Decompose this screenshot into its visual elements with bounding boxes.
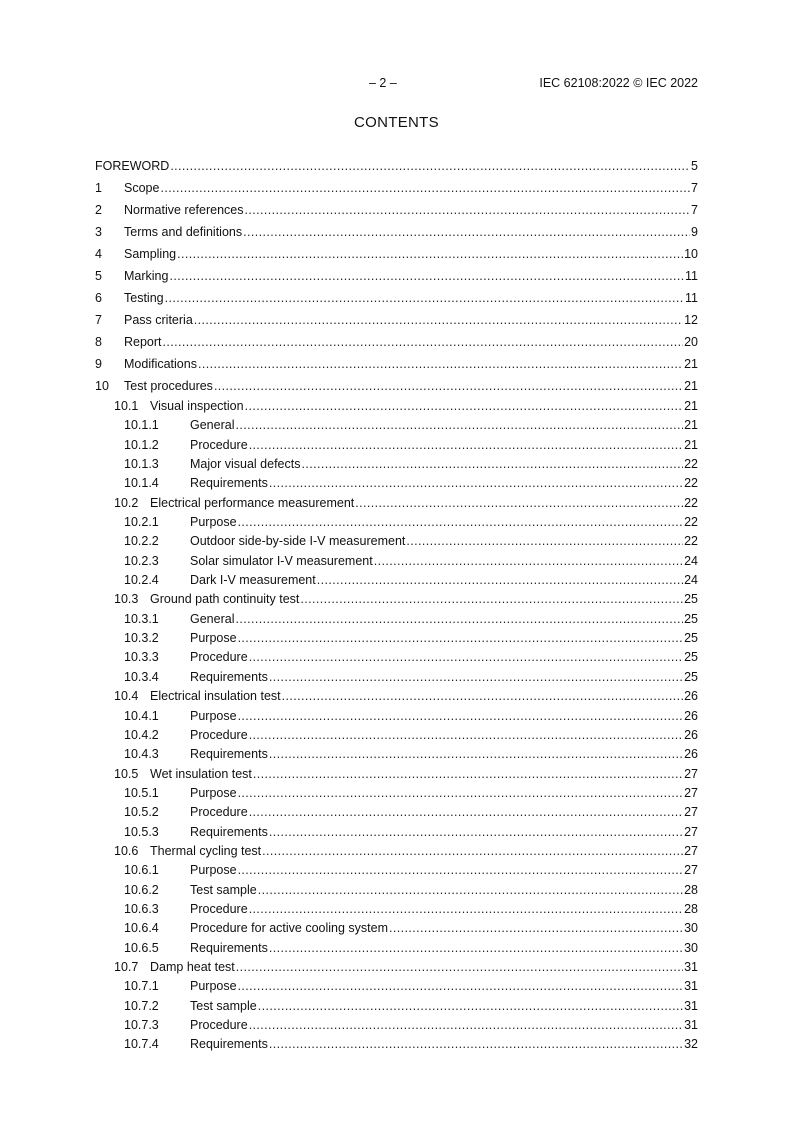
toc-dot-leader [214, 375, 683, 397]
toc-entry-title: Normative references [124, 203, 244, 217]
toc-entry-title: Purpose [190, 785, 237, 800]
toc-entry-page: 22 [684, 457, 698, 472]
toc-entry[interactable] [95, 243, 698, 265]
toc-entry-page: 25 [684, 631, 698, 646]
toc-entry-page: 32 [684, 1037, 698, 1052]
toc-entry-title: Terms and definitions [124, 225, 243, 239]
toc-entry-title: Electrical performance measurement [150, 495, 355, 510]
toc-entry-number: 10.7.2 [124, 998, 159, 1013]
toc-entry-number: 10.1.3 [124, 457, 159, 472]
toc-entry[interactable] [95, 177, 698, 199]
toc-dot-leader [258, 881, 683, 900]
toc-entry-page: 25 [684, 611, 698, 626]
toc-entry-number: 10.6.5 [124, 940, 159, 955]
toc-entry[interactable] [95, 416, 698, 435]
toc-entry[interactable] [95, 199, 698, 221]
toc-entry-number: 10.6.1 [124, 863, 159, 878]
toc-entry-page: 25 [684, 592, 698, 607]
toc-entry-number: 10.4.2 [124, 727, 159, 742]
toc-dot-leader [269, 939, 683, 958]
toc-entry-number: 10.2.2 [124, 534, 159, 549]
toc-entry-title: Requirements [190, 476, 268, 491]
toc-dot-leader [282, 687, 683, 706]
toc-entry[interactable] [95, 331, 698, 353]
toc-entry-number: 10.3.4 [124, 669, 159, 684]
toc-entry-title: Dark I-V measurement [190, 573, 316, 588]
toc-entry[interactable] [95, 823, 698, 842]
toc-entry[interactable] [95, 919, 698, 938]
toc-entry[interactable] [95, 532, 698, 551]
toc-entry-number: 10.7.4 [124, 1037, 159, 1052]
toc-entry-title: Procedure [190, 727, 248, 742]
toc-dot-leader [249, 726, 683, 745]
toc-entry-number: 10.2 [114, 495, 139, 510]
toc-entry-title: Modifications [124, 357, 197, 371]
toc-dot-leader [163, 331, 684, 353]
toc-entry-page: 25 [684, 669, 698, 684]
toc-entry[interactable] [95, 494, 698, 513]
toc-dot-leader [245, 397, 684, 416]
toc-entry-number: 10.7.3 [124, 1018, 159, 1032]
toc-entry-page: 7 [691, 203, 698, 217]
toc-entry-number: 10.4 [114, 689, 139, 704]
toc-entry-page: 24 [684, 553, 698, 568]
toc-entry-page: 27 [684, 824, 698, 839]
toc-entry-page: 31 [684, 1018, 698, 1032]
toc-entry-title: Damp heat test [150, 959, 235, 974]
toc-entry[interactable] [95, 287, 698, 309]
toc-entry-title: General [190, 418, 235, 433]
toc-dot-leader [235, 610, 683, 629]
toc-entry-page: 27 [684, 805, 698, 820]
toc-dot-leader [236, 958, 683, 977]
toc-entry-title: Purpose [190, 863, 237, 878]
toc-dot-leader [243, 221, 690, 243]
toc-entry[interactable] [95, 648, 698, 667]
toc-entry-title: Requirements [190, 1037, 268, 1052]
toc-dot-leader [300, 590, 683, 609]
toc-entry-number: 10.1 [114, 399, 139, 413]
toc-entry[interactable] [95, 900, 698, 919]
toc-entry-number: 10.7 [114, 959, 139, 974]
toc-entry-title: Thermal cycling test [150, 843, 262, 858]
toc-entry-page: 12 [684, 313, 698, 327]
toc-entry-number: 10.1.1 [124, 418, 159, 433]
toc-entry-number: 10.4.3 [124, 747, 159, 762]
toc-entry-page: 22 [684, 534, 698, 549]
toc-entry[interactable] [95, 629, 698, 648]
toc-dot-leader [238, 977, 684, 996]
toc-entry[interactable] [95, 939, 698, 958]
toc-entry-number: 10.3.3 [124, 650, 159, 665]
toc-entry-title: Sampling [124, 247, 177, 261]
toc-entry[interactable] [95, 803, 698, 822]
toc-dot-leader [269, 1035, 683, 1054]
toc-entry[interactable] [95, 455, 698, 474]
toc-entry-number: 10.1.2 [124, 437, 159, 452]
toc-entry-number: 10.5.1 [124, 785, 159, 800]
toc-dot-leader [258, 997, 683, 1016]
toc-entry-number: 10.2.4 [124, 573, 159, 588]
table-of-contents [95, 155, 698, 1055]
toc-entry-page: 26 [684, 747, 698, 762]
toc-entry[interactable] [95, 375, 698, 397]
toc-entry-number: 9 [95, 357, 102, 371]
toc-entry-page: 31 [684, 979, 698, 994]
toc-entry-title: Pass criteria [124, 313, 193, 327]
toc-dot-leader [235, 416, 683, 435]
toc-dot-leader [198, 353, 683, 375]
toc-entry[interactable] [95, 842, 698, 861]
toc-entry-page: 30 [684, 940, 698, 955]
toc-entry-number: 10 [95, 379, 109, 393]
toc-entry-number: 10.6.4 [124, 921, 159, 936]
toc-entry[interactable] [95, 726, 698, 745]
toc-entry-title: Test sample [190, 882, 257, 897]
toc-entry-page: 20 [684, 335, 698, 349]
toc-entry-page: 22 [684, 495, 698, 510]
toc-entry[interactable] [95, 745, 698, 764]
toc-entry-title: FOREWORD [95, 159, 170, 173]
toc-entry-page: 27 [684, 766, 698, 781]
toc-dot-leader [249, 1016, 683, 1035]
toc-entry-page: 27 [684, 863, 698, 878]
toc-entry-page: 30 [684, 921, 698, 936]
toc-entry-page: 28 [684, 901, 698, 916]
toc-dot-leader [177, 243, 683, 265]
toc-entry-number: 10.3.1 [124, 611, 159, 626]
toc-entry[interactable] [95, 668, 698, 687]
toc-entry[interactable] [95, 265, 698, 287]
toc-dot-leader [194, 309, 683, 331]
toc-entry-number: 10.6.3 [124, 901, 159, 916]
toc-entry[interactable] [95, 958, 698, 977]
toc-entry[interactable] [95, 765, 698, 784]
toc-entry-title: Outdoor side-by-side I-V measurement [190, 534, 406, 549]
toc-entry-number: 10.6 [114, 843, 139, 858]
toc-entry-title: Requirements [190, 940, 268, 955]
toc-entry-title: Procedure [190, 805, 248, 820]
toc-entry-number: 10.6.2 [124, 882, 159, 897]
toc-entry[interactable] [95, 590, 698, 609]
toc-entry[interactable] [95, 977, 698, 996]
toc-entry[interactable] [95, 552, 698, 571]
toc-entry-title: Report [124, 335, 162, 349]
toc-entry-page: 9 [691, 225, 698, 239]
toc-entry-page: 7 [691, 181, 698, 195]
toc-entry-number: 1 [95, 181, 102, 195]
toc-entry-title: Purpose [190, 979, 237, 994]
toc-dot-leader [238, 513, 684, 532]
toc-entry-title: Purpose [190, 708, 237, 723]
toc-dot-leader [169, 265, 684, 287]
toc-entry[interactable] [95, 610, 698, 629]
toc-entry-page: 25 [684, 650, 698, 665]
toc-entry-number: 10.7.1 [124, 979, 159, 994]
toc-entry-page: 28 [684, 882, 698, 897]
toc-dot-leader [269, 745, 683, 764]
toc-dot-leader [238, 784, 684, 803]
toc-entry-number: 10.5.3 [124, 824, 159, 839]
toc-entry-title: Procedure [190, 437, 248, 452]
toc-dot-leader [238, 861, 684, 880]
toc-entry-page: 11 [685, 269, 698, 283]
toc-entry-title: Electrical insulation test [150, 689, 281, 704]
toc-entry-page: 27 [684, 843, 698, 858]
toc-dot-leader [160, 177, 690, 199]
page-title: CONTENTS [354, 114, 439, 131]
toc-entry-title: Procedure [190, 650, 248, 665]
toc-entry[interactable] [95, 861, 698, 880]
toc-dot-leader [374, 552, 683, 571]
toc-entry-title: Requirements [190, 824, 268, 839]
toc-entry[interactable] [95, 1016, 698, 1035]
toc-entry-number: 10.5.2 [124, 805, 159, 820]
toc-entry-title: Ground path continuity test [150, 592, 300, 607]
toc-dot-leader [269, 823, 683, 842]
toc-dot-leader [165, 287, 684, 309]
toc-entry-number: 5 [95, 269, 102, 283]
toc-entry[interactable] [95, 687, 698, 706]
toc-entry-number: 3 [95, 225, 102, 239]
toc-dot-leader [238, 707, 684, 726]
toc-entry[interactable] [95, 436, 698, 455]
toc-dot-leader [249, 648, 683, 667]
toc-entry-page: 21 [684, 437, 698, 452]
toc-entry[interactable] [95, 1035, 698, 1054]
toc-entry-title: Procedure [190, 901, 248, 916]
toc-entry-page: 22 [684, 515, 698, 530]
toc-entry[interactable] [95, 155, 698, 177]
toc-dot-leader [355, 494, 683, 513]
toc-dot-leader [249, 436, 683, 455]
toc-entry-title: Test procedures [124, 379, 213, 393]
toc-entry-number: 10.4.1 [124, 708, 159, 723]
toc-entry[interactable] [95, 513, 698, 532]
toc-entry-title: Scope [124, 181, 160, 195]
toc-entry-page: 21 [684, 418, 698, 433]
toc-dot-leader [253, 765, 683, 784]
toc-entry-page: 24 [684, 573, 698, 588]
toc-entry-title: Procedure for active cooling system [190, 921, 389, 936]
toc-entry-page: 26 [684, 708, 698, 723]
toc-entry-title: General [190, 611, 235, 626]
toc-entry-number: 7 [95, 313, 102, 327]
toc-entry-page: 10 [684, 247, 698, 261]
toc-entry-page: 11 [685, 291, 698, 305]
toc-dot-leader [269, 474, 683, 493]
toc-dot-leader [317, 571, 683, 590]
toc-entry-page: 31 [684, 998, 698, 1013]
toc-entry-number: 10.2.3 [124, 553, 159, 568]
toc-entry-title: Testing [124, 291, 164, 305]
toc-entry[interactable] [95, 571, 698, 590]
toc-entry-page: 26 [684, 689, 698, 704]
toc-entry-title: Solar simulator I-V measurement [190, 553, 373, 568]
toc-entry-page: 5 [691, 159, 698, 173]
toc-entry-number: 10.3.2 [124, 631, 159, 646]
toc-entry-page: 21 [684, 399, 698, 413]
toc-entry-title: Test sample [190, 998, 257, 1013]
toc-entry[interactable] [95, 997, 698, 1016]
toc-entry[interactable] [95, 353, 698, 375]
toc-entry-title: Requirements [190, 747, 268, 762]
toc-entry-title: Wet insulation test [150, 766, 252, 781]
toc-entry-title: Marking [124, 269, 169, 283]
page-number: – 2 – [369, 76, 397, 90]
document-id: IEC 62108:2022 © IEC 2022 [539, 76, 698, 90]
toc-entry-title: Visual inspection [150, 399, 244, 413]
toc-dot-leader [269, 668, 683, 687]
toc-dot-leader [389, 919, 683, 938]
toc-entry-title: Procedure [190, 1018, 248, 1032]
toc-entry-page: 21 [684, 357, 698, 371]
toc-entry-page: 27 [684, 785, 698, 800]
toc-entry[interactable] [95, 221, 698, 243]
toc-dot-leader [301, 455, 683, 474]
toc-entry[interactable] [95, 784, 698, 803]
toc-entry-title: Requirements [190, 669, 268, 684]
toc-entry-number: 10.5 [114, 766, 139, 781]
toc-entry-number: 4 [95, 247, 102, 261]
toc-entry-number: 8 [95, 335, 102, 349]
toc-entry[interactable] [95, 474, 698, 493]
toc-dot-leader [238, 629, 684, 648]
toc-entry-number: 10.2.1 [124, 515, 159, 530]
toc-entry-title: Purpose [190, 515, 237, 530]
toc-entry-number: 10.1.4 [124, 476, 159, 491]
toc-entry-title: Major visual defects [190, 457, 301, 472]
toc-entry-page: 21 [684, 379, 698, 393]
toc-entry-number: 10.3 [114, 592, 139, 607]
toc-entry[interactable] [95, 309, 698, 331]
toc-dot-leader [406, 532, 683, 551]
toc-dot-leader [170, 155, 690, 177]
toc-entry[interactable] [95, 707, 698, 726]
toc-entry[interactable] [95, 881, 698, 900]
toc-entry-title: Purpose [190, 631, 237, 646]
toc-dot-leader [245, 199, 691, 221]
toc-entry-number: 2 [95, 203, 102, 217]
toc-entry[interactable] [95, 397, 698, 416]
toc-dot-leader [262, 842, 683, 861]
toc-entry-page: 26 [684, 727, 698, 742]
toc-dot-leader [249, 900, 683, 919]
toc-entry-page: 22 [684, 476, 698, 491]
toc-entry-page: 31 [684, 959, 698, 974]
toc-dot-leader [249, 803, 683, 822]
toc-entry-number: 6 [95, 291, 102, 305]
